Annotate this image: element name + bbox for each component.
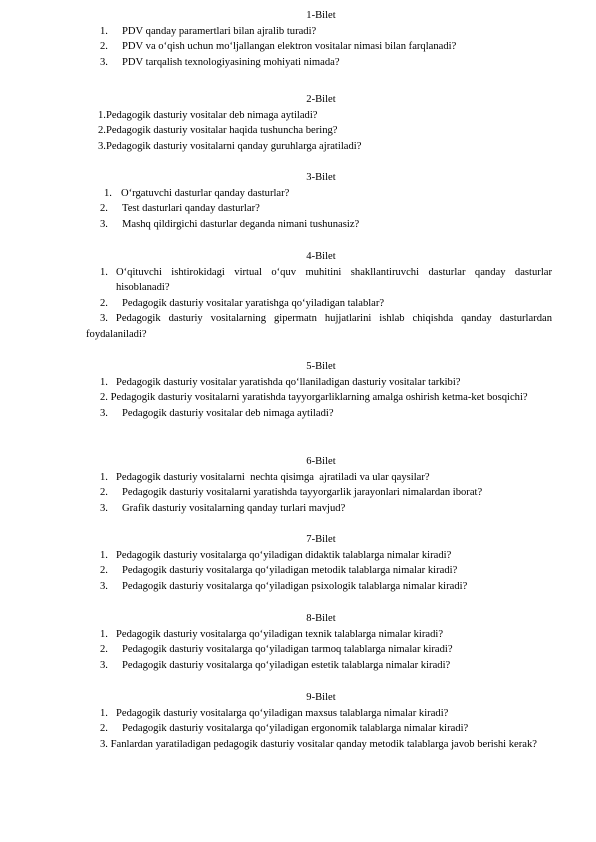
ticket-title: 8-Bilet: [306, 613, 336, 624]
question-text: Pedagogik dasturiy vositalar yaratishga qo‘yiladigan talablar?: [122, 297, 385, 309]
question-number: 2.: [100, 392, 108, 404]
question-number: 1.: [104, 187, 112, 199]
question-text: Mashq qildirgichi dasturlar deganda nimani tushunasiz?: [122, 218, 360, 230]
question-text: PDV qanday paramertlari bilan ajralib turadi?: [122, 25, 317, 37]
question-text: Pedagogik dasturiy vositalarga qo‘yiladigan texnik talablarga nimalar kiradi?: [116, 628, 444, 640]
question-number: 1.: [100, 628, 108, 640]
ticket-title: 2-Bilet: [306, 94, 336, 105]
question-item: [0, 55, 596, 71]
question-number: 1.: [100, 707, 108, 719]
question-number: 2.: [98, 125, 106, 137]
ticket-title: 4-Bilet: [306, 251, 336, 262]
question-number: 3.: [100, 56, 108, 68]
question-number: 1.: [100, 376, 108, 388]
question-number: 2.: [100, 487, 108, 499]
question-number: 2.: [100, 41, 108, 53]
question-number: 2.: [100, 203, 108, 215]
question-number: 2.: [100, 565, 108, 577]
question-number: 3.: [98, 140, 106, 152]
question-text: Pedagogik dasturiy vositalarga qo‘yiladigan psixologik talablarga nimalar kiradi?: [122, 580, 468, 592]
question-number: 2.: [100, 723, 108, 735]
question-item: [86, 390, 552, 406]
question-item: [0, 39, 596, 55]
ticket-title: 6-Bilet: [306, 456, 336, 467]
ticket-5: [0, 359, 596, 421]
question-number: 1.: [100, 549, 108, 561]
question-number: 3.: [100, 407, 108, 419]
question-number: 1.: [100, 471, 108, 483]
question-number: 3.: [100, 502, 108, 514]
question-item: [0, 485, 596, 501]
ticket-6: [0, 454, 596, 516]
question-number: 2.: [100, 297, 108, 309]
ticket-7: [0, 532, 596, 594]
question-item: [86, 311, 552, 342]
question-text: O‘rgatuvchi dasturlar qanday dasturlar?: [121, 187, 290, 199]
question-item: [0, 501, 596, 517]
question-text: Pedagogik dasturiy vositalar deb nimaga aytiladi?: [105, 109, 318, 121]
ticket-4: [0, 249, 596, 343]
question-text: Pedagogik dasturiy vositalarni yaratishda tayyorgarliklarning amalga oshirish ketma-ket bosqichi?: [110, 392, 528, 404]
question-text: Pedagogik dasturiy vositalarning gipermatn hujjatlarini ishlab chiqishda qanday dasturlardan foydalaniladi?: [86, 313, 553, 340]
question-item: [0, 265, 552, 296]
question-item: [0, 108, 596, 124]
question-text: Pedagogik dasturiy vositalarga qo‘yiladigan tarmoq talablarga nimalar kiradi?: [122, 644, 453, 656]
ticket-title: 7-Bilet: [306, 534, 336, 545]
question-text: Pedagogik dasturiy vositalarni yaratishda tayyorgarlik jarayonlari nimalardan iborat?: [122, 487, 483, 499]
question-number: 3.: [100, 218, 108, 230]
question-text: Pedagogik dasturiy vositalar haqida tushuncha bering?: [105, 125, 338, 137]
question-text: Pedagogik dasturiy vositalarga qo‘yiladigan maxsus talablarga nimalar kiradi?: [116, 707, 449, 719]
question-number: 3.: [100, 738, 108, 750]
question-text: PDV va o‘qish uchun mo‘ljallangan elektron vositalar nimasi bilan farqlanadi?: [122, 41, 457, 53]
question-item: [0, 296, 596, 312]
question-item: [0, 375, 596, 391]
question-item: [0, 627, 596, 643]
question-item: [0, 706, 596, 722]
ticket-title: 1-Bilet: [306, 10, 336, 21]
ticket-title: 5-Bilet: [306, 361, 336, 372]
question-item: [0, 186, 596, 202]
question-text: O‘qituvchi ishtirokidagi virtual o‘quv muhitini shakllantiruvchi dasturlar qanday dasturlar hisoblanadi?: [116, 266, 552, 294]
question-item: [0, 721, 596, 737]
question-text: Pedagogik dasturiy vositalarga qo‘yiladigan estetik talablarga nimalar kiradi?: [122, 659, 451, 671]
question-number: 1.: [98, 109, 106, 121]
question-number: 1.: [100, 25, 108, 37]
question-text: Pedagogik dasturiy vositalarga qo‘yiladigan metodik talablarga nimalar kiradi?: [122, 565, 458, 577]
question-text: Pedagogik dasturiy vositalarni nechta qisimga ajratiladi va ular qaysilar?: [116, 471, 430, 483]
ticket-9: [0, 690, 596, 752]
question-text: Test dasturlari qanday dasturlar?: [122, 203, 260, 215]
question-item: [0, 642, 596, 658]
question-text: Pedagogik dasturiy vositalarni qanday guruhlarga ajratiladi?: [105, 140, 362, 152]
question-item: [0, 201, 596, 217]
question-text: Grafik dasturiy vositalarning qanday turlari mavjud?: [122, 502, 346, 514]
question-number: 3.: [100, 580, 108, 592]
question-item: [0, 123, 596, 139]
ticket-1: [0, 8, 596, 70]
question-item: [0, 548, 596, 564]
ticket-3: [0, 170, 596, 232]
question-item: [0, 139, 596, 155]
question-text: Fanlardan yaratiladigan pedagogik dasturiy vositalar qanday metodik talablarga javob berishi kerak?: [110, 738, 537, 750]
question-text: Pedagogik dasturiy vositalar yaratishda qo‘llaniladigan dasturiy vositalar tarkibi?: [116, 376, 461, 388]
question-number: 2.: [100, 644, 108, 656]
question-item: [86, 737, 552, 753]
ticket-title: 3-Bilet: [306, 172, 336, 183]
question-number: 1.: [100, 266, 108, 278]
question-item: [0, 217, 596, 233]
ticket-2: [0, 92, 596, 154]
question-text: Pedagogik dasturiy vositalarga qo‘yiladigan ergonomik talablarga nimalar kiradi?: [122, 723, 469, 735]
question-number: 3.: [100, 313, 108, 325]
ticket-title: 9-Bilet: [306, 692, 336, 703]
question-text: Pedagogik dasturiy vositalar deb nimaga aytiladi?: [122, 407, 334, 419]
question-text: PDV tarqalish texnologiyasining mohiyati nimada?: [122, 56, 340, 68]
question-item: [0, 406, 596, 422]
ticket-8: [0, 611, 596, 673]
question-item: [0, 24, 596, 40]
question-item: [0, 579, 596, 595]
question-text: Pedagogik dasturiy vositalarga qo‘yiladigan didaktik talablarga nimalar kiradi?: [116, 549, 452, 561]
question-number: 3.: [100, 659, 108, 671]
question-item: [0, 470, 596, 486]
question-item: [0, 563, 596, 579]
question-item: [0, 658, 596, 674]
